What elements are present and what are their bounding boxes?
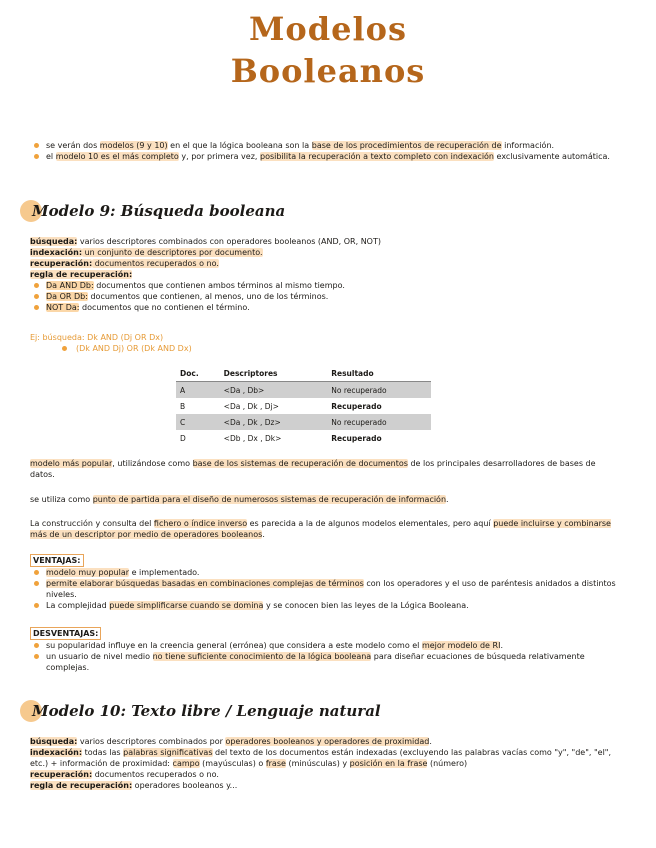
ventaja-item [30,578,620,600]
ventaja-item [30,567,620,578]
intro-text: el [46,152,56,161]
rule-item [30,291,620,302]
section-heading-model10 [20,700,640,722]
desventaja-highlight: mejor modelo de RI [421,641,501,650]
table-cell: A [176,382,220,399]
bullet-icon [34,283,39,288]
table-row [176,382,431,399]
highlight-indexacion: palabras significativas [123,748,213,757]
table-cell: <Da , Dk , Dz> [220,414,328,430]
para-text: . [446,495,449,504]
ventajas-label: VENTAJAS: [30,554,84,567]
paragraph-punto-partida [30,494,620,505]
bullet-icon [34,570,39,575]
rule-operator: NOT Da: [46,303,80,312]
para-text: , utilizándose como [112,459,193,468]
table-cell: C [176,414,220,430]
ventaja-highlight: modelo muy popular [46,568,130,577]
example-query [30,332,430,354]
bullet-icon [34,305,39,310]
page-title-line1: Modelos [248,10,407,48]
para-highlight: punto de partida para el diseño de numerosos sistemas de recuperación de información [92,495,447,504]
table-cell: No recuperado [327,382,431,399]
text-busqueda: varios descriptores combinados por [77,737,226,746]
bullet-icon [62,346,67,351]
text-regla: operadores booleanos y... [132,781,238,790]
bullet-icon [34,143,39,148]
table-cell: <Da , Dk , Dj> [223,401,279,411]
para-text: La construcción y consulta del [30,519,154,528]
ventaja-highlight: permite elaborar búsquedas basadas en combinaciones complejas de términos [46,579,364,588]
para-text: es parecida a la de algunos modelos elementales, pero aquí [247,519,494,528]
desventaja-text: un usuario de nivel medio [46,652,153,661]
text-indexacion: (número) [427,759,468,768]
ventaja-text: y se conocen bien las leyes de la Lógica Booleana. [263,601,469,610]
table-row [176,398,431,414]
intro-text: y, por primera vez, [178,152,260,161]
ventaja-text: La complejidad [46,601,110,610]
highlight-indexacion: posición en la frase [349,759,428,768]
ventajas-block [30,554,620,611]
section-heading-model9 [20,200,640,222]
desventaja-highlight: no tiene suficiente conocimiento de la lógica booleana [152,652,372,661]
intro-highlight: modelos (9 y 10) [99,141,168,150]
desventaja-text: . [500,641,503,650]
para-highlight: fichero o índice inverso [153,519,248,528]
highlight-indexacion: frase [265,759,286,768]
para-text: . [262,530,265,539]
table-row [176,414,431,430]
label-busqueda: búsqueda: [30,237,78,246]
rule-operator: Da OR Db: [46,292,88,301]
text-busqueda: . [429,737,432,746]
desventaja-item [30,651,620,673]
label-indexacion: indexación: [30,248,83,257]
intro-text: exclusivamente automática. [494,152,610,161]
desventaja-item [30,640,620,651]
desventajas-label: DESVENTAJAS: [30,627,101,640]
table-header-row [176,366,431,382]
para-highlight: modelo más popular [30,459,113,468]
ventaja-item [30,600,620,611]
section-title: Modelo 10: Texto libre / Lenguaje natural [32,702,381,720]
intro-list [30,140,620,162]
example-item [30,343,430,354]
model9-definitions [30,236,620,313]
text-indexacion: un conjunto de descriptores por documento. [82,248,263,257]
table-cell: Recuperado [331,401,382,411]
ventaja-text: con los operadores y el uso de paréntesis anidados a distintos niveles. [46,579,616,599]
intro-highlight: modelo 10 es el más completo [55,152,179,161]
rule-item [30,280,620,291]
paragraph-popular [30,458,620,480]
rule-item [30,302,620,313]
text-indexacion: (mayúsculas) o [199,759,266,768]
para-text: se utiliza como [30,495,93,504]
text-indexacion: del texto de los documentos están indexadas (excluyendo las palabras vacías como "y", "de", "el", etc.) + información de proximidad: [30,748,612,768]
rule-text: documentos que contienen ambos términos al mismo tiempo. [93,281,345,290]
bullet-icon [34,154,39,159]
bullet-icon [34,654,39,659]
table-cell: D [180,433,186,443]
table-cell: No recuperado [327,414,431,430]
intro-text: en el que la lógica booleana son la [167,141,312,150]
example-line1: Ej: búsqueda: Dk AND (Dj OR Dx) [30,333,164,342]
highlight-busqueda: operadores booleanos y operadores de proximidad [225,737,430,746]
desventajas-block [30,627,620,673]
bullet-icon [34,603,39,608]
text-recuperacion: documentos recuperados o no. [92,770,219,779]
ventaja-highlight: puede simplificarse cuando se domina [109,601,264,610]
label-busqueda: búsqueda: [30,737,78,746]
desventaja-text: para diseñar ecuaciones de búsqueda relativamente complejas. [46,652,585,672]
paragraph-indice-inverso [30,518,620,540]
intro-item [30,151,620,162]
page-title-line2: Booleanos [230,52,426,90]
text-busqueda: varios descriptores combinados con operadores booleanos (AND, OR, NOT) [77,237,381,246]
table-cell: <Db , Dx , Dk> [223,433,282,443]
bullet-icon [34,294,39,299]
intro-text: información. [501,141,555,150]
intro-text: se verán dos [46,141,100,150]
table-row [176,430,431,446]
example-line2: (Dk AND Dj) OR (Dk AND Dx) [76,344,192,353]
table-cell: B [180,401,186,411]
table-cell: <Da , Db> [220,382,328,399]
para-highlight: base de los sistemas de recuperación de documentos [192,459,408,468]
intro-highlight: base de los procedimientos de recuperación de [311,141,502,150]
desventaja-text: su popularidad influye en la creencia general (errónea) que considera a este modelo como el [46,641,422,650]
table-header: Descriptores [220,366,328,382]
text-indexacion: (minúsculas) y [285,759,350,768]
results-table [176,366,431,446]
rule-text: documentos que no contienen el término. [79,303,250,312]
para-text: de los principales desarrolladores de bases de datos. [30,459,596,479]
rule-text: documentos que contienen, al menos, uno de los términos. [87,292,329,301]
table-cell: Recuperado [331,433,382,443]
intro-item [30,140,620,151]
section-title: Modelo 9: Búsqueda booleana [32,202,286,220]
ventaja-text: e implementado. [129,568,200,577]
text-indexacion: todas las [82,748,124,757]
label-indexacion: indexación: [30,748,83,757]
table-header: Doc. [176,366,220,382]
model10-definitions [30,736,620,791]
text-recuperacion: documentos recuperados o no. [92,259,219,268]
highlight-indexacion: campo [172,759,200,768]
para-highlight: puede incluirse y combinarse más de un descriptor por medio de operadores booleanos [30,519,611,539]
intro-highlight: posibilita la recuperación a texto completo con indexación [259,152,495,161]
label-recuperacion: recuperación: [30,259,93,268]
label-recuperacion: recuperación: [30,770,93,779]
rule-operator: Da AND Db: [46,281,94,290]
bullet-icon [34,643,39,648]
table-header: Resultado [327,366,431,382]
bullet-icon [34,581,39,586]
label-regla: regla de recuperación: [30,270,133,279]
label-regla: regla de recuperación: [30,781,133,790]
